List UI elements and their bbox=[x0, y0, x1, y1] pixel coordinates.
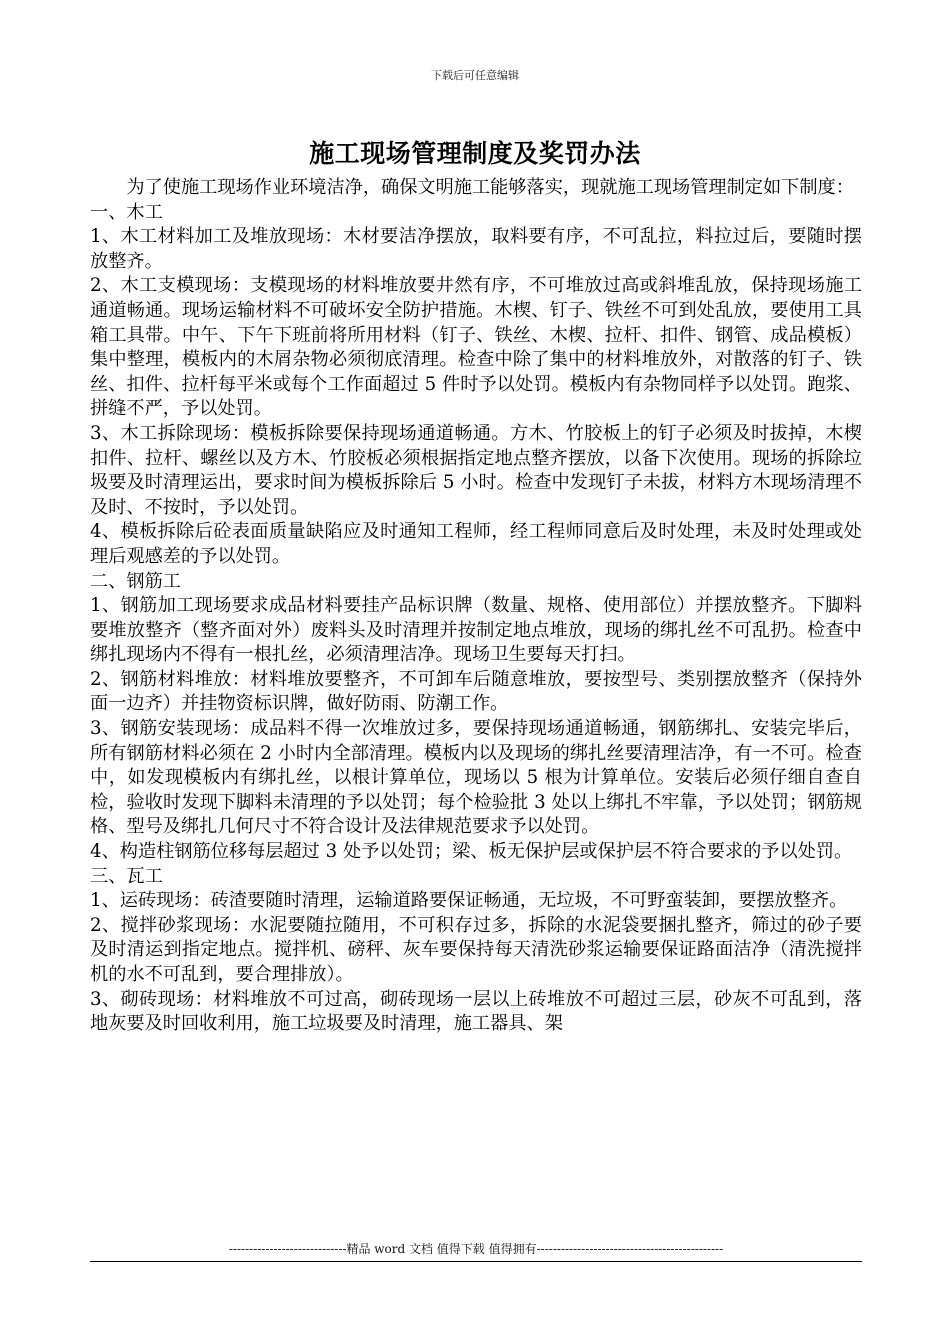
section-heading-rebar: 二、钢筋工 bbox=[90, 570, 181, 592]
paragraph: 4、模板拆除后砼表面质量缺陷应及时通知工程师，经工程师同意后及时处理，未及时处理或处理后观感差的予以处罚。 bbox=[90, 521, 862, 567]
paragraph: 3、砌砖现场：材料堆放不可过高，砌砖现场一层以上砖堆放不可超过三层，砂灰不可乱到，落地灰要及时回收利用，施工垃圾要及时清理，施工器具、架 bbox=[90, 988, 862, 1035]
paragraph: 1、运砖现场：砖渣要随时清理，运输道路要保证畅通，无垃圾，不可野蛮装卸，要摆放整齐。 bbox=[90, 890, 848, 912]
paragraph: 1、木工材料加工及堆放现场：木材要洁净摆放，取料要有序，不可乱拉，料拉过后，要随时摆放整齐。 bbox=[90, 226, 862, 272]
paragraph: 1、钢筋加工现场要求成品材料要挂产品标识牌（数量、规格、使用部位）并摆放整齐。下脚料要堆放整齐（整齐面对外）废料头及时清理并按制定地点堆放，现场的绑扎丝不可乱扔。检查中绑扎现场内不得有一根扎丝，必须清理洁净。现场卫生要每天打扫。 bbox=[90, 595, 862, 666]
paragraph: 2、搅拌砂浆现场：水泥要随拉随用，不可积存过多，拆除的水泥袋要捆扎整齐，筛过的砂子要及时清运到指定地点。搅拌机、磅秤、灰车要保持每天清洗砂浆运输要保证路面洁净（清洗搅拌机的水不可乱到，要合理排放）。 bbox=[90, 914, 862, 985]
header-note: 下载后可任意编辑 bbox=[431, 69, 519, 82]
page-footer bbox=[90, 1240, 862, 1262]
paragraph: 3、木工拆除现场：模板拆除要保持现场通道畅通。方木、竹胶板上的钉子必须及时拔掉，木楔扣件、拉杆、螺丝以及方木、竹胶板必须根据指定地点整齐摆放，以备下次使用。现场的拆除垃圾要及时清理运出，要求时间为模板拆除后 5 小时。检查中发现钉子未拔，材料方木现场清理不及时、不按时，予以处罚。 bbox=[90, 422, 862, 518]
section-heading-masonry: 三、瓦工 bbox=[90, 865, 163, 887]
footer-text: -----------------------------精品 word 文档 值得下载 值得拥有---------------------------------------------- bbox=[228, 1242, 724, 1256]
section-heading-carpentry: 一、木工 bbox=[90, 201, 163, 223]
paragraph: 2、钢筋材料堆放：材料堆放要整齐，不可卸车后随意堆放，要按型号、类别摆放整齐（保持外面一边齐）并挂物资标识牌，做好防雨、防潮工作。 bbox=[90, 668, 862, 715]
paragraph: 2、木工支模现场：支模现场的材料堆放要井然有序，不可堆放过高或斜堆乱放，保持现场施工通道畅通。现场运输材料不可破坏安全防护措施。木楔、钉子、铁丝不可到处乱放，要使用工具箱工具带。中午、下午下班前将所用材料（钉子、铁丝、木楔、拉杆、扣件、钢管、成品模板）集中整理，模板内的木屑杂物必须彻底清理。检查中除了集中的材料堆放外，对散落的钉子、铁丝、扣件、拉杆每平米或每个工作面超过 5 件时予以处罚。模板内有杂物同样予以处罚。跑浆、拼缝不严，予以处罚。 bbox=[90, 275, 862, 420]
document-body bbox=[90, 176, 862, 1037]
paragraph: 3、钢筋安装现场：成品料不得一次堆放过多，要保持现场通道畅通，钢筋绑扎、安装完毕后，所有钢筋材料必须在 2 小时内全部清理。模板内以及现场的绑扎丝要清理洁净，有一不可。检查中，如发现模板内有绑扎丝，以根计算单位，现场以 5 根为计算单位。安装后必须仔细自查自检，验收时发现下脚料未清理的予以处罚；每个检验批 3 处以上绑扎不牢靠，予以处罚；钢筋规格、型号及绑扎几何尺寸不符合设计及法律规范要求予以处罚。 bbox=[90, 718, 862, 838]
footer-rule bbox=[90, 1261, 862, 1262]
document-title: 施工现场管理制度及奖罚办法 bbox=[309, 139, 641, 168]
paragraph: 4、构造柱钢筋位移每层超过 3 处予以处罚；梁、板无保护层或保护层不符合要求的予以处罚。 bbox=[90, 841, 853, 863]
intro-paragraph: 为了使施工现场作业环境洁净，确保文明施工能够落实，现就施工现场管理制定如下制度： bbox=[126, 177, 854, 198]
